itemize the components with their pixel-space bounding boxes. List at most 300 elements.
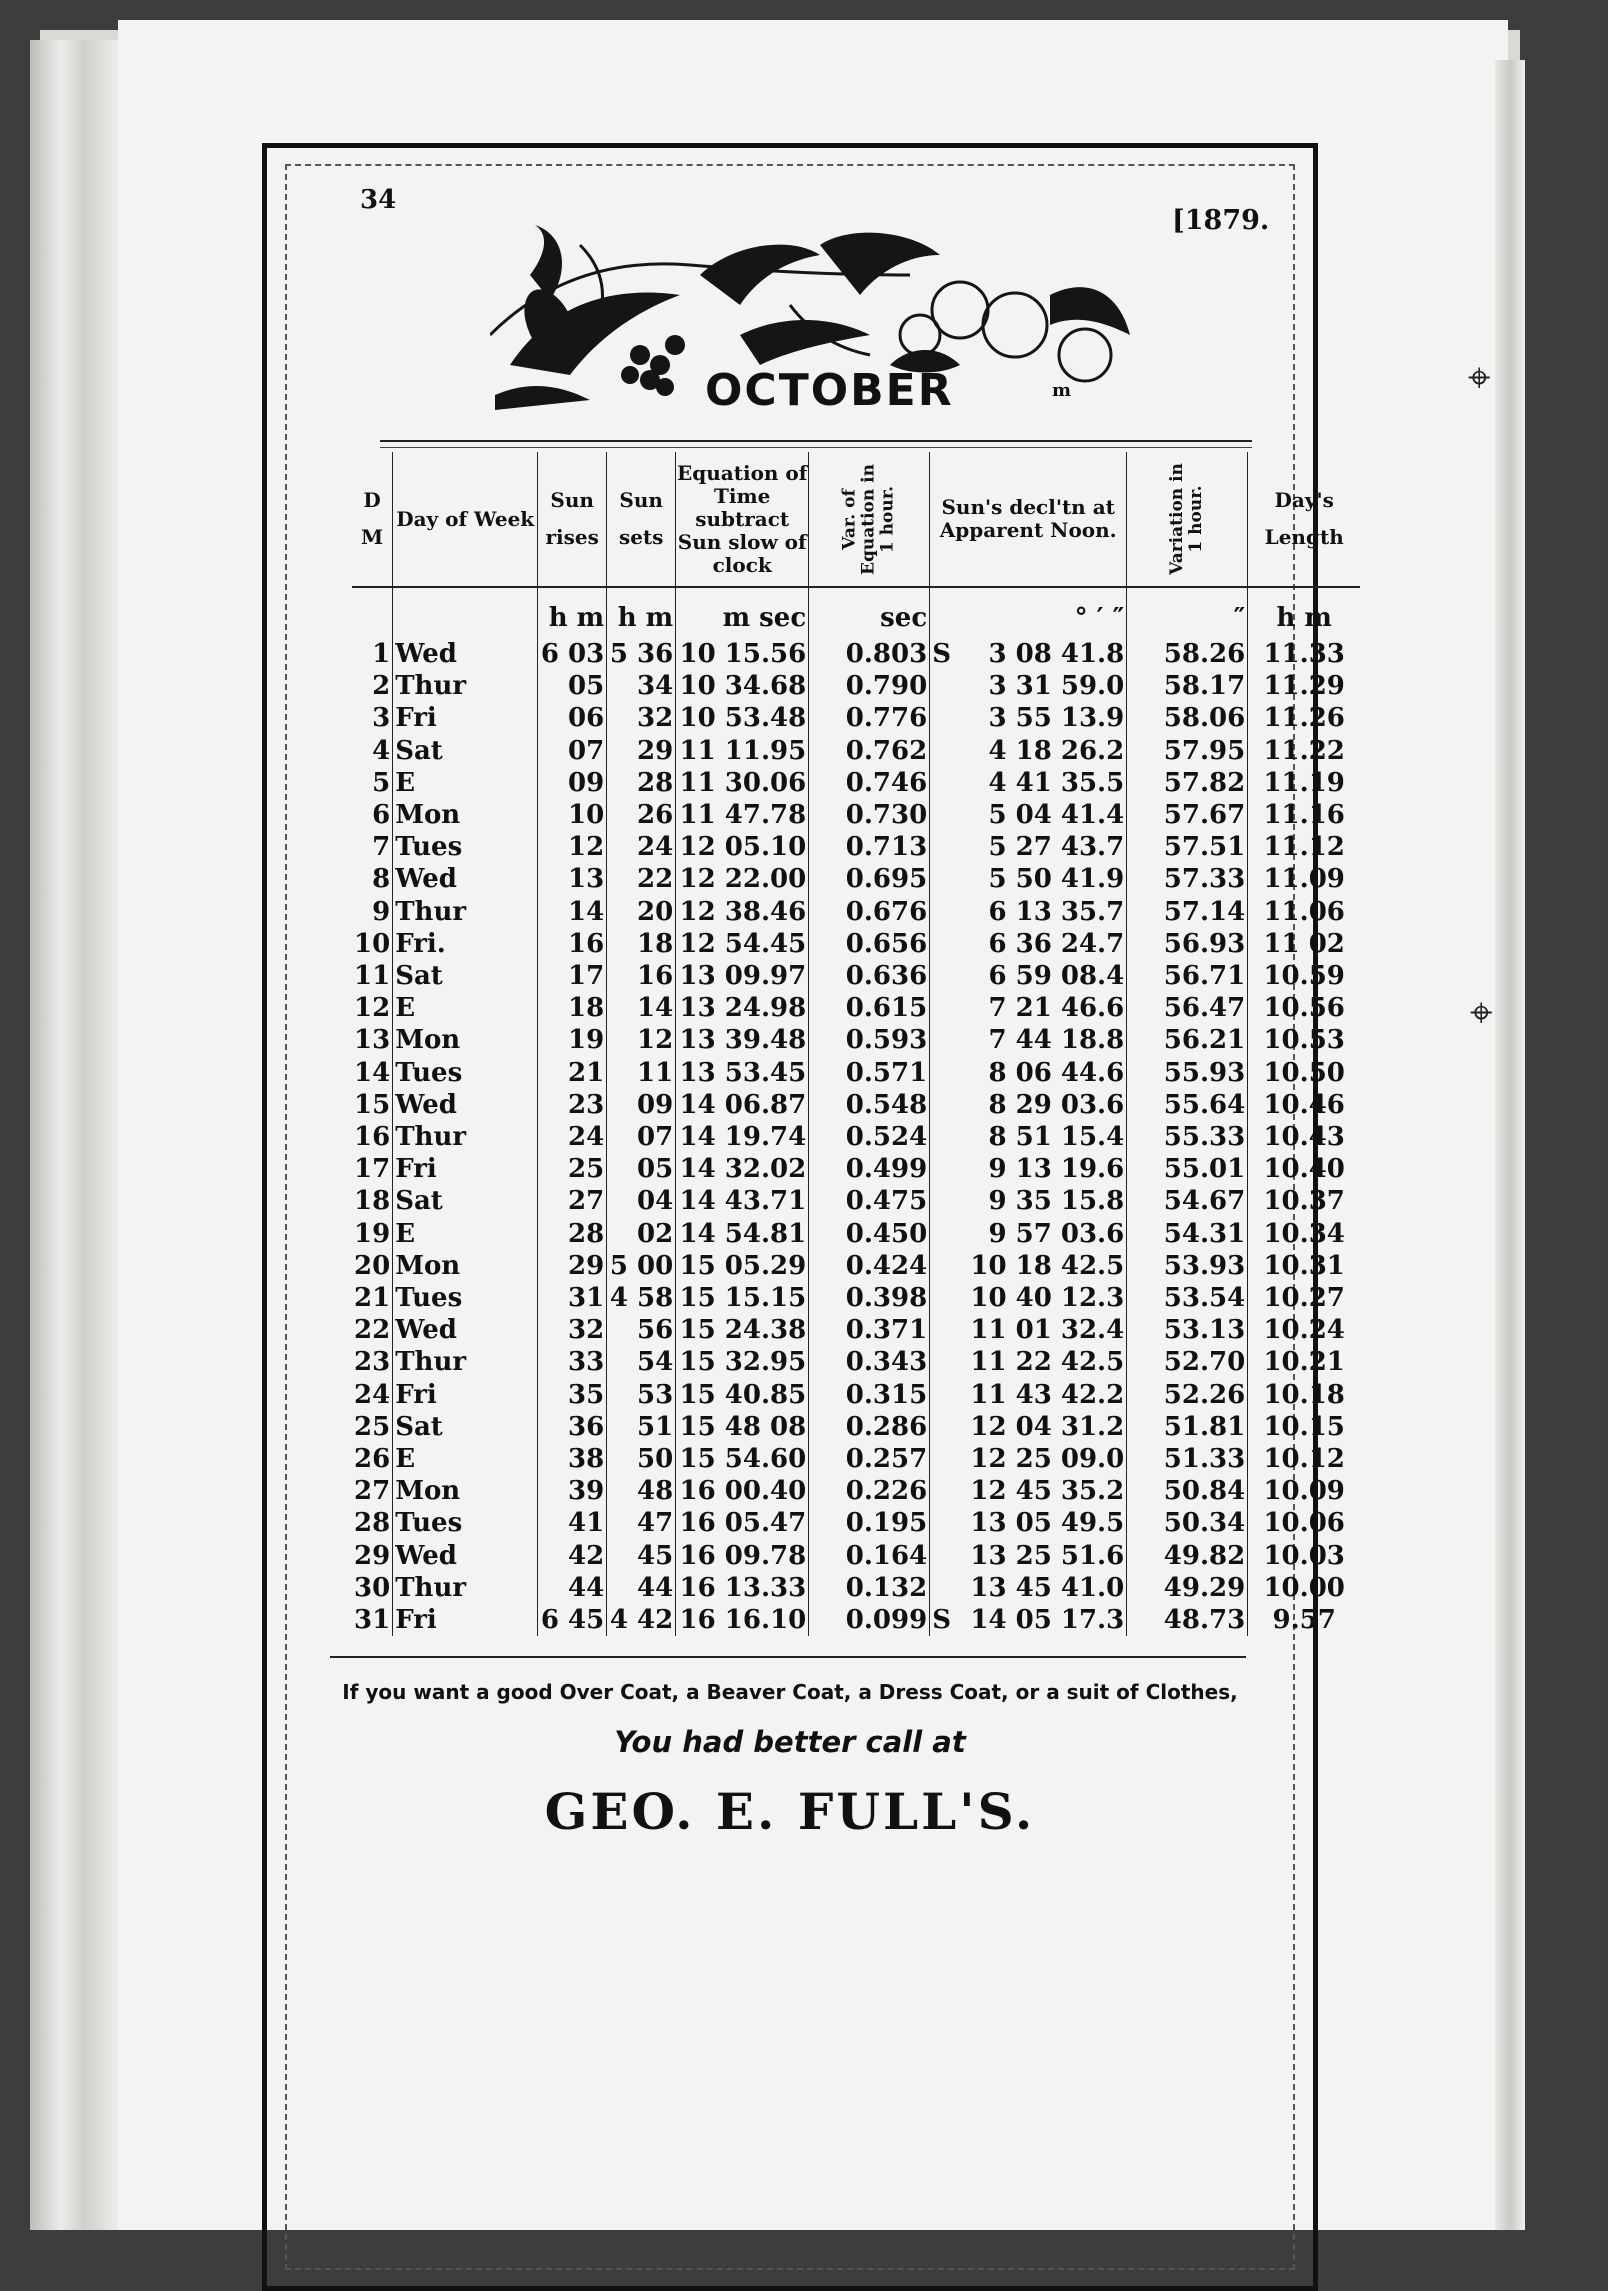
variation-hour-cell: 49.82 [1127,1540,1248,1572]
sun-rises-cell: 19 [538,1024,607,1056]
table-row [352,863,1360,895]
unit-cell: h m [607,587,676,638]
var-equation-cell: 0.746 [809,767,930,799]
declination-value: 8 29 03.6 [988,1089,1125,1120]
sun-sets-cell: 51 [607,1411,676,1443]
day-number-cell: 28 [354,1508,391,1539]
variation-hour-cell: 49.29 [1127,1572,1248,1604]
sun-sets-cell: 47 [607,1507,676,1539]
unit-cell: h m [538,587,607,638]
weekday-cell: E [393,1218,538,1250]
units-row [352,587,1360,638]
equation-of-time-cell: 16 00.40 [676,1475,809,1507]
var-equation-cell: 0.656 [809,928,930,960]
declination-value: 7 44 18.8 [988,1025,1125,1056]
declination-value: 3 55 13.9 [988,703,1125,734]
sun-declination-cell [930,992,1127,1024]
sun-sets-cell: 05 [607,1153,676,1185]
var-equation-cell: 0.371 [809,1314,930,1346]
variation-hour-cell: 57.33 [1127,863,1248,895]
day-length-cell: 11.26 [1248,702,1361,734]
variation-hour-cell: 51.81 [1127,1411,1248,1443]
equation-of-time-cell: 13 53.45 [676,1057,809,1089]
table-row [352,1572,1360,1604]
day-length-cell: 11.06 [1248,896,1361,928]
col-header-day-of-week: Day of Week [393,452,538,587]
col-header-day-month: D M [352,452,393,587]
var-equation-cell: 0.499 [809,1153,930,1185]
sun-rises-cell: 28 [538,1218,607,1250]
declination-value: 13 05 49.5 [970,1508,1125,1539]
sun-rises-cell: 12 [538,831,607,863]
sun-sets-cell: 32 [607,702,676,734]
sun-sets-cell: 20 [607,896,676,928]
sun-rises-cell: 25 [538,1153,607,1185]
sun-sets-cell: 48 [607,1475,676,1507]
sun-sets-cell: 5 00 [607,1250,676,1282]
equation-of-time-cell: 16 13.33 [676,1572,809,1604]
equation-of-time-cell: 15 24.38 [676,1314,809,1346]
advert-store-name: GEO. E. FULL'S. [544,1782,1036,1841]
equation-of-time-cell: 15 15.15 [676,1282,809,1314]
equation-of-time-cell: 15 05.29 [676,1250,809,1282]
day-length-cell: 11.22 [1248,735,1361,767]
sun-declination-cell [930,1379,1127,1411]
day-number-cell: 9 [372,896,391,927]
table-row [352,1540,1360,1572]
variation-hour-cell: 57.51 [1127,831,1248,863]
weekday-cell: E [393,992,538,1024]
equation-of-time-cell: 15 32.95 [676,1346,809,1378]
variation-hour-cell: 53.93 [1127,1250,1248,1282]
declination-value: 4 18 26.2 [988,735,1125,766]
sun-declination-cell [930,1540,1127,1572]
var-equation-cell: 0.593 [809,1024,930,1056]
sun-rises-cell: 24 [538,1121,607,1153]
day-number-cell: 7 [372,832,391,863]
equation-of-time-cell: 10 15.56 [676,638,809,670]
sun-sets-cell: 26 [607,799,676,831]
declination-value: 8 06 44.6 [988,1057,1125,1088]
unit-cell: sec [809,587,930,638]
col-header-variation-hour: Variation in 1 hour. [1127,452,1248,587]
day-length-cell: 10.59 [1248,960,1361,992]
day-length-cell: 10.27 [1248,1282,1361,1314]
day-length-cell: 11 02 [1248,928,1361,960]
table-row [352,1314,1360,1346]
table-row [352,735,1360,767]
weekday-cell: Wed [393,1540,538,1572]
day-number-cell: 29 [354,1540,391,1571]
weekday-cell: Mon [393,799,538,831]
sun-rises-cell: 05 [538,670,607,702]
table-row [352,1089,1360,1121]
sun-rises-cell: 42 [538,1540,607,1572]
day-length-cell: 9.57 [1248,1604,1361,1636]
variation-hour-cell: 51.33 [1127,1443,1248,1475]
equation-of-time-cell: 15 48 08 [676,1411,809,1443]
day-number-cell: 25 [354,1411,391,1442]
day-number-cell: 6 [372,800,391,831]
sun-declination-cell [930,1314,1127,1346]
sun-sets-cell: 45 [607,1540,676,1572]
var-equation-cell: 0.676 [809,896,930,928]
declination-value: 9 13 19.6 [988,1154,1125,1185]
weekday-cell: Thur [393,670,538,702]
declination-value: 12 25 09.0 [970,1444,1125,1475]
sun-declination-cell [930,735,1127,767]
table-row [352,1057,1360,1089]
var-equation-cell: 0.257 [809,1443,930,1475]
equation-of-time-cell: 14 32.02 [676,1153,809,1185]
variation-hour-cell: 57.95 [1127,735,1248,767]
equation-of-time-cell: 12 22.00 [676,863,809,895]
sun-declination-cell [930,1218,1127,1250]
sun-declination-cell [930,896,1127,928]
day-length-cell: 10.37 [1248,1185,1361,1217]
day-length-cell: 10.56 [1248,992,1361,1024]
variation-hour-cell: 56.21 [1127,1024,1248,1056]
equation-of-time-cell: 12 54.45 [676,928,809,960]
sun-rises-cell: 6 03 [538,638,607,670]
sun-rises-cell: 29 [538,1250,607,1282]
var-equation-cell: 0.524 [809,1121,930,1153]
equation-of-time-cell: 11 30.06 [676,767,809,799]
day-length-cell: 10.40 [1248,1153,1361,1185]
day-number-cell: 18 [354,1186,391,1217]
variation-hour-cell: 48.73 [1127,1604,1248,1636]
sun-declination-cell [930,1604,1127,1636]
sun-sets-cell: 29 [607,735,676,767]
var-equation-cell: 0.636 [809,960,930,992]
weekday-cell: Mon [393,1024,538,1056]
table-header-row [352,452,1360,587]
sun-declination-cell [930,1024,1127,1056]
var-equation-cell: 0.548 [809,1089,930,1121]
declination-value: 4 41 35.5 [988,767,1125,798]
equation-of-time-cell: 12 38.46 [676,896,809,928]
day-length-cell: 10.46 [1248,1089,1361,1121]
day-number-cell: 5 [372,767,391,798]
weekday-cell: Wed [393,863,538,895]
col-header-day-length: Day's Length [1248,452,1361,587]
variation-hour-cell: 55.64 [1127,1089,1248,1121]
sun-rises-cell: 31 [538,1282,607,1314]
table-row [352,1282,1360,1314]
equation-of-time-cell: 13 09.97 [676,960,809,992]
variation-hour-cell: 55.33 [1127,1121,1248,1153]
col-header-sun-rises: Sun rises [538,452,607,587]
sun-sets-cell: 24 [607,831,676,863]
weekday-cell: Fri [393,1379,538,1411]
day-number-cell: 22 [354,1315,391,1346]
variation-hour-cell: 56.47 [1127,992,1248,1024]
day-number-cell: 30 [354,1572,391,1603]
variation-hour-cell: 52.26 [1127,1379,1248,1411]
weekday-cell: Sat [393,735,538,767]
sun-declination-cell [930,1089,1127,1121]
weekday-cell: Tues [393,1282,538,1314]
sun-sets-cell: 07 [607,1121,676,1153]
sun-sets-cell: 44 [607,1572,676,1604]
day-number-cell: 14 [354,1057,391,1088]
sun-sets-cell: 18 [607,928,676,960]
table-row [352,1185,1360,1217]
table-row [352,799,1360,831]
day-number-cell: 19 [354,1218,391,1249]
table-row [352,1379,1360,1411]
sun-declination-cell [930,1185,1127,1217]
col-header-sun-sets: Sun sets [607,452,676,587]
var-equation-cell: 0.450 [809,1218,930,1250]
weekday-cell: Mon [393,1475,538,1507]
sun-sets-cell: 28 [607,767,676,799]
variation-hour-cell: 55.93 [1127,1057,1248,1089]
variation-hour-cell: 58.17 [1127,670,1248,702]
var-equation-cell: 0.571 [809,1057,930,1089]
table-row [352,638,1360,670]
declination-value: 8 51 15.4 [988,1122,1125,1153]
sun-declination-cell [930,1411,1127,1443]
variation-hour-cell: 56.71 [1127,960,1248,992]
equation-of-time-cell: 16 16.10 [676,1604,809,1636]
weekday-cell: Thur [393,1572,538,1604]
sun-declination-cell [930,1443,1127,1475]
sun-rises-cell: 21 [538,1057,607,1089]
var-equation-cell: 0.132 [809,1572,930,1604]
sun-declination-cell [930,863,1127,895]
day-number-cell: 10 [354,928,391,959]
sun-sets-cell: 02 [607,1218,676,1250]
day-number-cell: 26 [354,1444,391,1475]
day-length-cell: 11.09 [1248,863,1361,895]
sun-declination-cell [930,1346,1127,1378]
sun-rises-cell: 23 [538,1089,607,1121]
sun-declination-cell [930,1282,1127,1314]
declination-value: 5 04 41.4 [988,800,1125,831]
sun-sets-cell: 53 [607,1379,676,1411]
day-number-cell: 27 [354,1476,391,1507]
sun-rises-cell: 06 [538,702,607,734]
day-length-cell: 11.12 [1248,831,1361,863]
variation-hour-cell: 57.67 [1127,799,1248,831]
day-length-cell: 10.00 [1248,1572,1361,1604]
sun-declination-cell [930,767,1127,799]
weekday-cell: Sat [393,960,538,992]
advert-line: If you want a good Over Coat, a Beaver Coat, a Dress Coat, or a suit of Clothes, [342,1680,1238,1704]
equation-of-time-cell: 13 24.98 [676,992,809,1024]
sun-declination-cell [930,928,1127,960]
day-number-cell: 15 [354,1089,391,1120]
sun-rises-cell: 07 [538,735,607,767]
sun-sets-cell: 12 [607,1024,676,1056]
sun-rises-cell: 13 [538,863,607,895]
day-length-cell: 11.33 [1248,638,1361,670]
equation-of-time-cell: 16 05.47 [676,1507,809,1539]
weekday-cell: Fri [393,1153,538,1185]
sun-declination-cell [930,831,1127,863]
day-number-cell: 2 [372,671,391,702]
day-length-cell: 11.29 [1248,670,1361,702]
table-row [352,1411,1360,1443]
day-number-cell: 23 [354,1347,391,1378]
table-row [352,1443,1360,1475]
var-equation-cell: 0.695 [809,863,930,895]
variation-hour-cell: 50.84 [1127,1475,1248,1507]
day-length-cell: 10.50 [1248,1057,1361,1089]
declination-value: 9 35 15.8 [988,1186,1125,1217]
sun-declination-cell [930,960,1127,992]
day-number-cell: 20 [354,1250,391,1281]
declination-value: 7 21 46.6 [988,993,1125,1024]
day-length-cell: 10.12 [1248,1443,1361,1475]
variation-hour-cell: 53.54 [1127,1282,1248,1314]
col-header-sun-declination: Sun's decl'tn at Apparent Noon. [930,452,1127,587]
binding-thread-mark: ⌖ [1468,355,1491,401]
day-number-cell: 12 [354,993,391,1024]
equation-of-time-cell: 11 11.95 [676,735,809,767]
sun-rises-cell: 44 [538,1572,607,1604]
sun-declination-cell [930,1507,1127,1539]
variation-hour-cell: 57.14 [1127,896,1248,928]
day-length-cell: 10.34 [1248,1218,1361,1250]
declination-value: 9 57 03.6 [988,1218,1125,1249]
weekday-cell: Sat [393,1185,538,1217]
page-number: 34 [360,185,397,215]
page-stack-edge [30,40,120,2230]
equation-of-time-cell: 11 47.78 [676,799,809,831]
day-length-cell: 10.53 [1248,1024,1361,1056]
declination-value: 11 22 42.5 [970,1347,1125,1378]
equation-of-time-cell: 15 54.60 [676,1443,809,1475]
var-equation-cell: 0.730 [809,799,930,831]
day-number-cell: 31 [354,1605,391,1636]
sun-sets-cell: 34 [607,670,676,702]
variation-hour-cell: 56.93 [1127,928,1248,960]
var-equation-cell: 0.713 [809,831,930,863]
sun-rises-cell: 10 [538,799,607,831]
day-length-cell: 10.06 [1248,1507,1361,1539]
var-equation-cell: 0.803 [809,638,930,670]
sun-declination-cell [930,702,1127,734]
variation-hour-cell: 58.26 [1127,638,1248,670]
table-row [352,1153,1360,1185]
sun-declination-cell [930,1475,1127,1507]
variation-hour-cell: 55.01 [1127,1153,1248,1185]
advert-call-line: You had better call at [614,1725,966,1759]
sun-sets-cell: 4 58 [607,1282,676,1314]
declination-value: 6 13 35.7 [988,896,1125,927]
sun-rises-cell: 6 45 [538,1604,607,1636]
day-number-cell: 13 [354,1025,391,1056]
sun-sets-cell: 4 42 [607,1604,676,1636]
weekday-cell: Fri [393,702,538,734]
almanac-table [352,452,1360,1636]
day-number-cell: 21 [354,1283,391,1314]
sun-sets-cell: 04 [607,1185,676,1217]
weekday-cell: E [393,767,538,799]
table-row [352,767,1360,799]
day-number-cell: 24 [354,1379,391,1410]
weekday-cell: Thur [393,896,538,928]
sun-sets-cell: 22 [607,863,676,895]
declination-value: 5 27 43.7 [988,832,1125,863]
declination-value: 5 50 41.9 [988,864,1125,895]
year-label: [1879. [1172,205,1270,236]
sun-declination-cell [930,799,1127,831]
sun-declination-cell [930,670,1127,702]
variation-hour-cell: 54.67 [1127,1185,1248,1217]
sun-rises-cell: 36 [538,1411,607,1443]
sun-rises-cell: 39 [538,1475,607,1507]
table-row [352,1346,1360,1378]
variation-hour-cell: 54.31 [1127,1218,1248,1250]
day-length-cell: 10.15 [1248,1411,1361,1443]
day-number-cell: 8 [372,864,391,895]
day-length-cell: 10.24 [1248,1314,1361,1346]
day-number-cell: 1 [372,639,391,669]
sun-declination-cell [930,1572,1127,1604]
sun-rises-cell: 38 [538,1443,607,1475]
var-equation-cell: 0.195 [809,1507,930,1539]
weekday-cell: Tues [393,831,538,863]
declination-value: 10 18 42.5 [970,1250,1125,1281]
table-row [352,1475,1360,1507]
table-row [352,702,1360,734]
sun-sets-cell: 50 [607,1443,676,1475]
unit-cell: ″ [1127,587,1248,638]
day-number-cell: 3 [372,703,391,734]
declination-value: 10 40 12.3 [970,1283,1125,1314]
weekday-cell: Mon [393,1250,538,1282]
declination-direction: S [932,639,951,669]
equation-of-time-cell: 10 34.68 [676,670,809,702]
variation-hour-cell: 52.70 [1127,1346,1248,1378]
declination-value: 13 45 41.0 [970,1572,1125,1603]
declination-value: 13 25 51.6 [970,1540,1125,1571]
day-length-cell: 10.09 [1248,1475,1361,1507]
sun-sets-cell: 54 [607,1346,676,1378]
sun-declination-cell [930,1153,1127,1185]
header-rule [380,447,1252,448]
unit-cell: h m [1248,587,1361,638]
var-equation-cell: 0.762 [809,735,930,767]
variation-hour-cell: 57.82 [1127,767,1248,799]
var-equation-cell: 0.615 [809,992,930,1024]
sun-declination-cell [930,1121,1127,1153]
var-equation-cell: 0.343 [809,1346,930,1378]
day-number-cell: 16 [354,1122,391,1153]
sun-rises-cell: 41 [538,1507,607,1539]
day-length-cell: 10.31 [1248,1250,1361,1282]
table-row [352,960,1360,992]
var-equation-cell: 0.398 [809,1282,930,1314]
table-row [352,1604,1360,1636]
weekday-cell: E [393,1443,538,1475]
var-equation-cell: 0.099 [809,1604,930,1636]
sun-rises-cell: 14 [538,896,607,928]
table-row [352,1507,1360,1539]
table-row [352,1250,1360,1282]
weekday-cell: Wed [393,1314,538,1346]
binding-thread-mark: ⌖ [1470,990,1493,1036]
declination-value: 11 01 32.4 [970,1315,1125,1346]
unit-cell: ° ′ ″ [930,587,1127,638]
declination-value: 11 43 42.2 [970,1379,1125,1410]
var-equation-cell: 0.424 [809,1250,930,1282]
variation-hour-cell: 50.34 [1127,1507,1248,1539]
weekday-cell: Sat [393,1411,538,1443]
